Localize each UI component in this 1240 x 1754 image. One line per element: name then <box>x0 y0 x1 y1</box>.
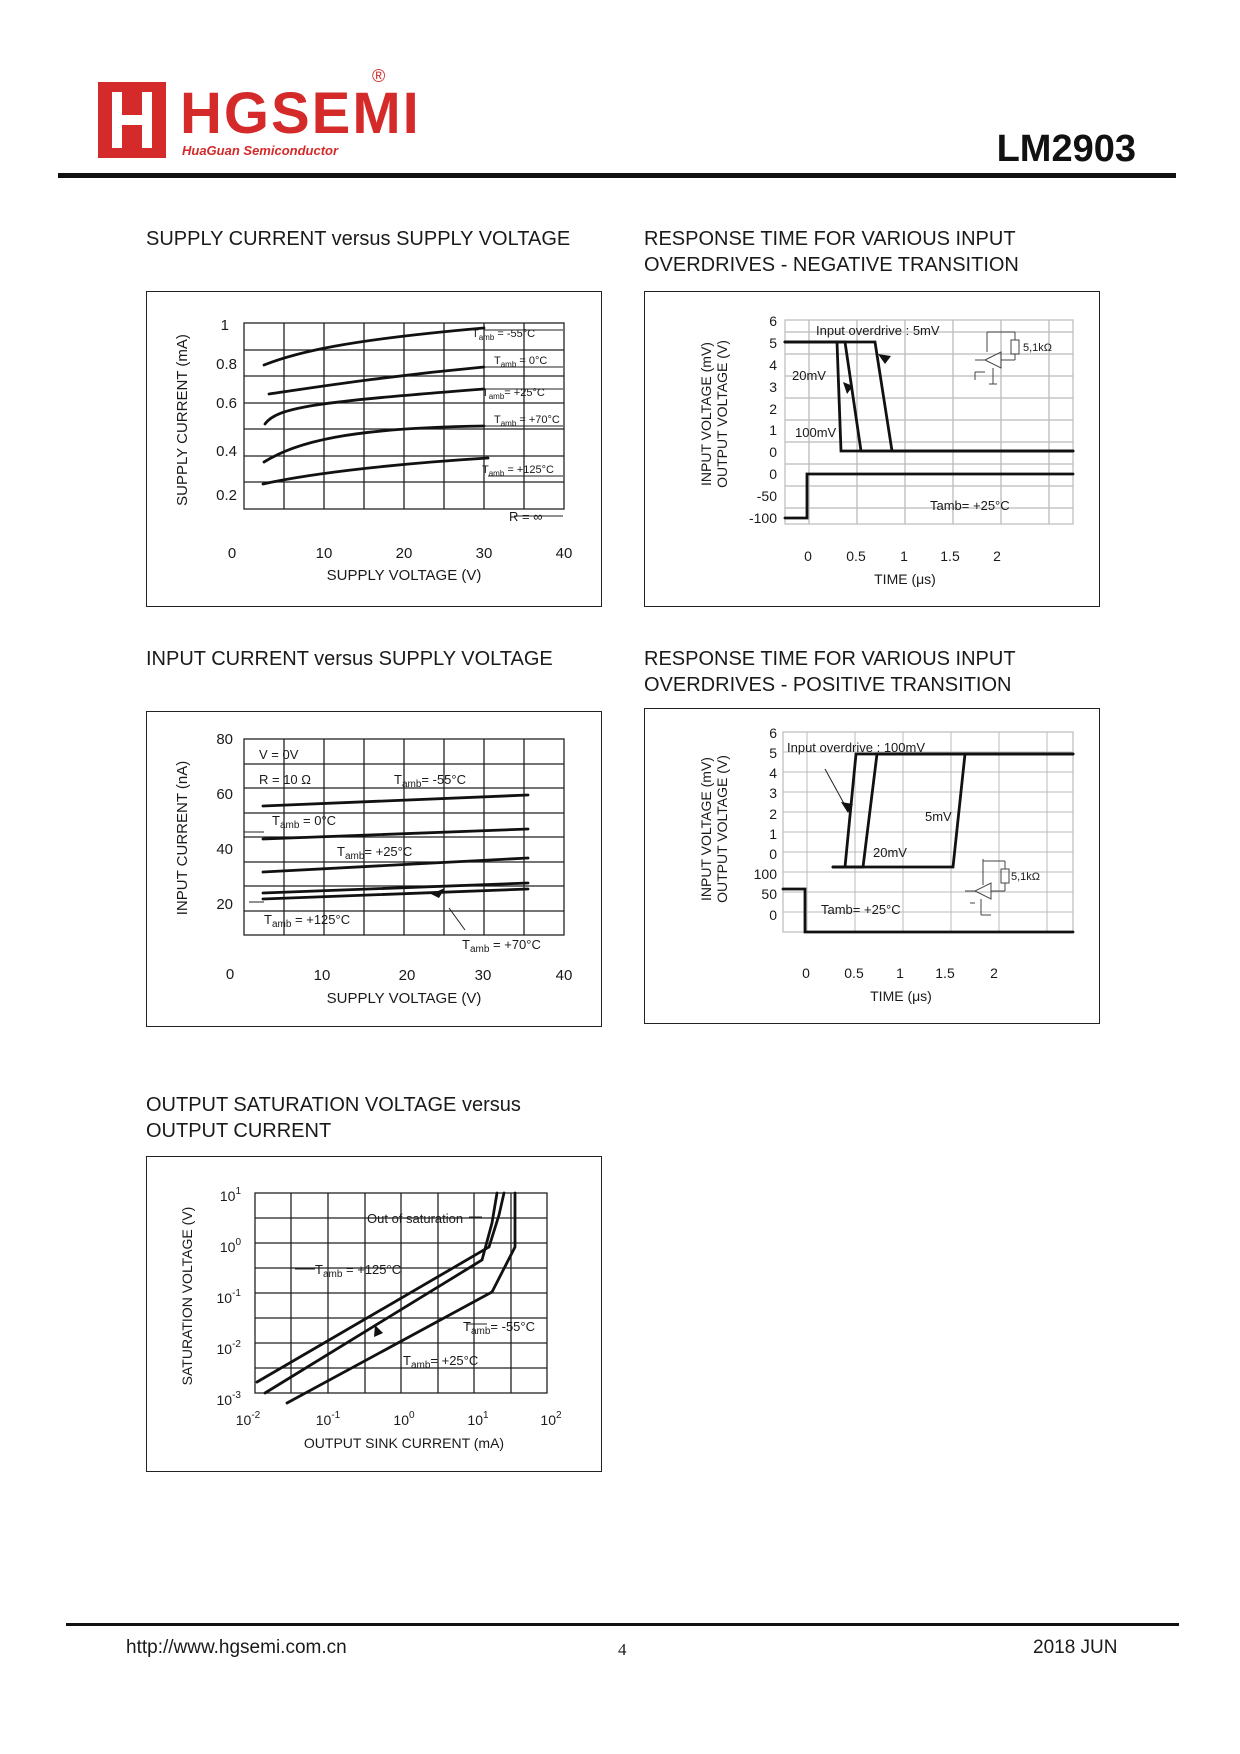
y-tick: 6 <box>769 313 777 329</box>
curve-label: $T_{amb} = 0^\circ C$ <box>272 813 337 831</box>
y-tick: 5 <box>769 335 777 351</box>
y-tick: $10^{-3}$ <box>216 1390 241 1408</box>
y-tick: 2 <box>769 806 777 822</box>
chart-supply-current <box>146 291 602 607</box>
x-tick: 0 <box>804 548 812 564</box>
output-trace <box>833 754 1073 867</box>
r-annotation: R = ∞ <box>509 509 543 524</box>
y-tick: 0 <box>769 466 777 482</box>
resistor-label: 5,1kΩ <box>1011 871 1041 883</box>
chart-title-sat-line1: OUTPUT SATURATION VOLTAGE versus <box>146 1094 521 1116</box>
x-tick: 2 <box>990 965 998 981</box>
y-tick: -100 <box>748 510 777 526</box>
chart-title-neg-line1: RESPONSE TIME FOR VARIOUS INPUT <box>644 228 1016 250</box>
part-number: LM2903 <box>996 128 1136 170</box>
x-axis-label: TIME (μs) <box>870 988 932 1004</box>
x-tick: 10 <box>315 545 333 562</box>
y-tick: 1 <box>769 422 777 438</box>
y-axis-label-input: INPUT VOLTAGE (mV) <box>698 757 714 901</box>
y-tick: $10^{-2}$ <box>216 1339 241 1357</box>
label-100mv: Input overdrive : 100mV <box>787 740 926 755</box>
curve-label: $T_{amb} = +70^\circ C$ <box>462 937 541 955</box>
chart-output-saturation <box>146 1156 602 1472</box>
series-curve <box>263 858 528 872</box>
footer-date: 2018 JUN <box>1033 1637 1118 1658</box>
x-tick: 20 <box>398 967 416 984</box>
footer-url[interactable]: http://www.hgsemi.com.cn <box>126 1637 347 1658</box>
label-20mv: 20mV <box>873 845 907 860</box>
resistor-label: 5,1kΩ <box>1023 342 1053 354</box>
label-5mv: Input overdrive : 5mV <box>816 323 940 338</box>
curve-label: $T_{amb}= +25^\circ C$ <box>403 1353 479 1371</box>
y-tick: 80 <box>216 731 233 748</box>
circuit-diagram <box>965 859 1009 915</box>
x-tick: $10^1$ <box>467 1410 489 1428</box>
y-tick: 40 <box>216 841 233 858</box>
x-tick: 30 <box>474 967 492 984</box>
curve-label: $T_{amb} = +125^\circ C$ <box>264 912 351 930</box>
y-tick: 1 <box>769 826 777 842</box>
curve-label: $T_{amb}= -55^\circ C$ <box>463 1319 535 1337</box>
header-rule <box>58 173 1176 178</box>
label-5mv: 5mV <box>925 809 952 824</box>
page-number: 4 <box>618 1640 627 1659</box>
y-tick: 0 <box>769 846 777 862</box>
saturation-annotation: Out of saturation <box>367 1211 464 1226</box>
tamb-label: Tamb= +25°C <box>821 902 901 917</box>
x-tick: 20 <box>395 545 413 562</box>
logo-mark <box>98 82 166 158</box>
curves <box>263 328 488 484</box>
series-curve <box>263 458 488 484</box>
curve-label: $T_{amb} = +125^\circ C$ <box>315 1262 402 1280</box>
curve-label: $T_{amb}= +25^\circ C$ <box>482 387 545 401</box>
y-tick: 2 <box>769 401 777 417</box>
chart-title-supply-current: SUPPLY CURRENT versus SUPPLY VOLTAGE <box>146 228 571 250</box>
x-tick: $10^{-2}$ <box>235 1410 261 1428</box>
x-tick: 30 <box>475 545 493 562</box>
curve-label: $T_{amb}= -55^\circ C$ <box>394 772 466 790</box>
y-tick: 4 <box>769 765 777 781</box>
y-tick: 1 <box>220 317 229 334</box>
y-tick: 0.4 <box>216 443 237 460</box>
x-tick: 0 <box>227 545 237 562</box>
y-axis-label: SATURATION VOLTAGE (V) <box>179 1206 195 1386</box>
y-tick: 3 <box>769 785 777 801</box>
x-tick: 0 <box>225 966 235 983</box>
x-tick: 0.5 <box>844 965 864 981</box>
y-tick: 4 <box>769 357 777 373</box>
x-tick: 0 <box>802 965 810 981</box>
x-axis-label: SUPPLY VOLTAGE (V) <box>326 990 482 1007</box>
x-tick: 10 <box>313 967 331 984</box>
series-curve <box>264 328 484 365</box>
y-tick: 50 <box>761 886 777 902</box>
chart-title-neg-line2: OVERDRIVES - NEGATIVE TRANSITION <box>644 254 1019 276</box>
footer-rule <box>66 1623 1179 1626</box>
y-axis-label-output: OUTPUT VOLTAGE (V) <box>714 340 730 488</box>
logo-text: HGSEMI <box>180 81 421 146</box>
chart-title-input-current: INPUT CURRENT versus SUPPLY VOLTAGE <box>146 648 553 670</box>
y-tick: 0.6 <box>216 395 237 412</box>
y-tick: $10^1$ <box>219 1186 241 1204</box>
x-tick: 2 <box>993 548 1001 564</box>
chart-title-pos-line2: OVERDRIVES - POSITIVE TRANSITION <box>644 674 1012 696</box>
curve-label: $T_{amb} = +70^\circ C$ <box>494 414 560 428</box>
series-curve <box>265 389 484 424</box>
curve-label: $T_{amb}= +25^\circ C$ <box>337 844 413 862</box>
x-tick: 40 <box>555 967 573 984</box>
logo-subtitle: HuaGuan Semiconductor <box>182 143 339 158</box>
label-100mv: 100mV <box>795 425 837 440</box>
curve-label: $T_{amb} = +125^\circ C$ <box>482 464 554 478</box>
y-tick: $10^{-1}$ <box>216 1288 241 1306</box>
y-tick: 100 <box>753 866 777 882</box>
y-tick: 60 <box>216 786 233 803</box>
label-20mv: 20mV <box>792 368 826 383</box>
input-trace <box>785 474 1073 518</box>
chart-title-sat-line2: OUTPUT CURRENT <box>146 1120 332 1142</box>
x-axis-label: OUTPUT SINK CURRENT (mA) <box>303 1435 505 1451</box>
x-tick: 0.5 <box>846 548 866 564</box>
y-tick: 0 <box>769 907 777 923</box>
curve-label: $T_{amb} = -55^\circ C$ <box>472 328 536 342</box>
x-tick: 40 <box>555 545 573 562</box>
y-axis-label: SUPPLY CURRENT (mA) <box>174 334 191 506</box>
ri-annotation: R = 10 Ω <box>259 772 311 787</box>
y-ticks <box>749 313 777 526</box>
chart-input-current <box>146 711 602 1027</box>
vi-annotation: V = 0V <box>259 747 299 762</box>
x-tick: 1 <box>896 965 904 981</box>
y-tick: 20 <box>216 896 233 913</box>
y-tick: 5 <box>769 745 777 761</box>
series-curve <box>269 367 484 394</box>
registered-mark: ® <box>372 66 386 86</box>
y-tick: -50 <box>756 488 777 504</box>
x-tick: 1.5 <box>940 548 960 564</box>
y-tick: 0.8 <box>216 356 237 373</box>
x-tick: $10^2$ <box>540 1410 562 1428</box>
x-axis-label: TIME (μs) <box>874 571 936 587</box>
chart-response-negative <box>644 291 1100 607</box>
x-tick: 1.5 <box>935 965 955 981</box>
y-tick: 0 <box>769 444 777 460</box>
curve-label: $T_{amb} = 0^\circ C$ <box>494 355 548 369</box>
x-tick: 1 <box>900 548 908 564</box>
y-axis-label-input: INPUT VOLTAGE (mV) <box>698 342 714 486</box>
chart-title-pos-line1: RESPONSE TIME FOR VARIOUS INPUT <box>644 648 1016 670</box>
y-tick: 6 <box>769 725 777 741</box>
series-curve <box>263 795 528 806</box>
y-tick: $10^0$ <box>219 1237 241 1255</box>
tamb-label: Tamb= +25°C <box>930 498 1010 513</box>
y-tick: 0.2 <box>216 487 237 504</box>
y-tick: 3 <box>769 379 777 395</box>
y-axis-label-output: OUTPUT VOLTAGE (V) <box>714 755 730 903</box>
x-tick: $10^0$ <box>393 1410 415 1428</box>
x-tick: $10^{-1}$ <box>315 1410 341 1428</box>
x-axis-label: SUPPLY VOLTAGE (V) <box>326 567 482 584</box>
chart-response-positive <box>644 708 1100 1024</box>
y-axis-label: INPUT CURRENT (nA) <box>174 760 191 916</box>
